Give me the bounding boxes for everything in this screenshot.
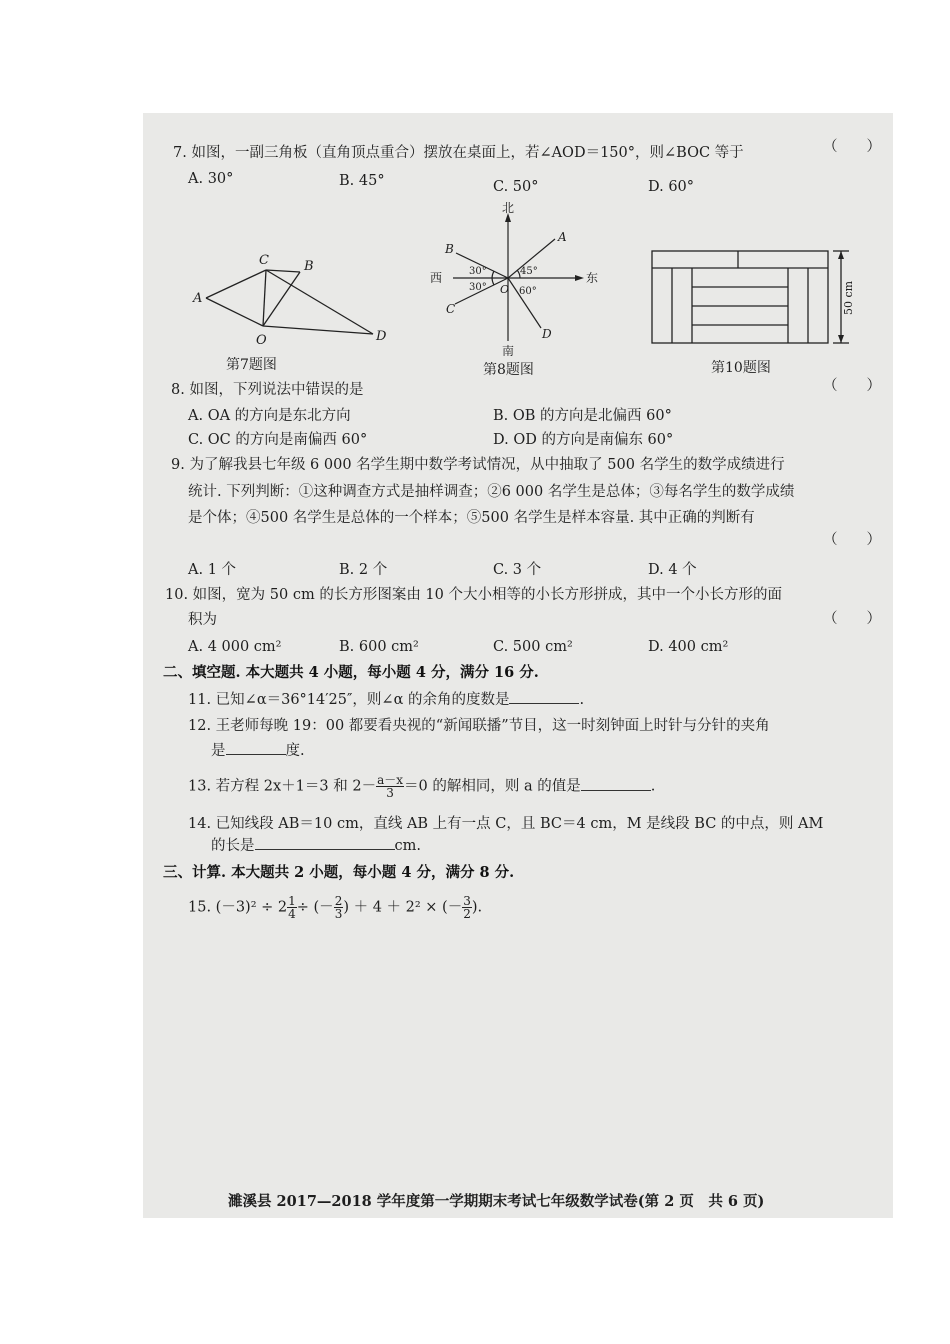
q15-f1-den: 3	[334, 907, 343, 921]
q15-mid2: ) ＋ 4 ＋ 2² × (－	[343, 899, 463, 916]
q7-option-b: B. 45°	[339, 173, 385, 189]
q11-end: .	[579, 692, 585, 708]
q7-answer-paren: （ ）	[823, 139, 881, 155]
q7-option-a: A. 30°	[188, 171, 234, 187]
q11-text: 11. 已知∠α＝36°14′25″，则∠α 的余角的度数是	[188, 692, 510, 708]
east-label: 东	[586, 271, 598, 285]
q8-figure-caption: 第8题图	[483, 362, 534, 378]
q15-mixed-fraction	[287, 895, 297, 920]
south-label: 南	[502, 344, 515, 356]
q10-option-c: C. 500 cm²	[493, 639, 573, 655]
q10-option-a: A. 4 000 cm²	[188, 639, 282, 655]
q10-figure	[648, 245, 863, 355]
q13-end: .	[650, 778, 656, 795]
q7-label-c: C	[259, 253, 269, 268]
q8-figure	[428, 201, 598, 356]
q9-answer-paren: （ ）	[823, 532, 881, 548]
q15-mid1: ÷ (－	[296, 899, 334, 916]
q7-stem: 7. 如图，一副三角板（直角顶点重合）摆放在桌面上，若∠AOD＝150°，则∠BOC 等于	[173, 145, 744, 161]
north-label: 北	[502, 201, 515, 215]
q15-f2-num: 3	[463, 894, 471, 908]
q15-mixed-num: 1	[288, 894, 296, 908]
q8-stem: 8. 如图，下列说法中错误的是	[171, 382, 364, 398]
q12-line2	[211, 740, 305, 761]
q7-label-d: D	[376, 329, 387, 344]
q8-option-c: C. OC 的方向是南偏西 60°	[188, 432, 368, 448]
q12-blank[interactable]	[226, 740, 286, 755]
q7-label-a: A	[193, 291, 203, 306]
west-label: 西	[430, 271, 443, 285]
page-footer: 濉溪县 2017—2018 学年度第一学期期末考试七年级数学试卷(第 2 页 共 6 页)	[228, 1193, 765, 1210]
q15-pre: 15. (－3)² ÷ 2	[188, 899, 288, 916]
q10-option-d: D. 400 cm²	[648, 639, 729, 655]
q15-f2-den: 2	[463, 907, 471, 921]
q15-f1-num: 2	[334, 894, 343, 908]
q10-line2: 积为	[188, 612, 217, 628]
exam-page	[143, 113, 893, 1218]
q13-blank[interactable]	[581, 776, 651, 791]
q9-option-d: D. 4 个	[648, 562, 697, 578]
q15-mixed-den: 4	[288, 907, 296, 921]
q7-label-b: B	[304, 259, 314, 274]
q13-frac-num: a－x	[377, 773, 404, 787]
q11-blank[interactable]	[509, 689, 579, 704]
q13-fraction	[376, 774, 404, 799]
q8-label-b: B	[445, 242, 454, 256]
q13-post: ＝0 的解相同，则 a 的值是	[404, 778, 581, 795]
angle-sw: 30°	[469, 282, 487, 293]
q13-frac-den: 3	[386, 786, 394, 800]
q8-label-d: D	[542, 327, 552, 341]
angle-ne: 45°	[520, 266, 538, 277]
q15-fraction-2	[462, 895, 472, 920]
q12-line2-start: 是	[211, 743, 226, 759]
q15-end: ).	[471, 899, 483, 916]
q8-label-a: A	[558, 230, 567, 244]
q15	[188, 895, 482, 920]
q9-option-a: A. 1 个	[188, 562, 237, 578]
q10-option-b: B. 600 cm²	[339, 639, 419, 655]
width-label: 50 cm	[842, 280, 855, 315]
q9-option-b: B. 2 个	[339, 562, 388, 578]
q7-figure-caption: 第7题图	[226, 357, 277, 373]
q8-label-o: O	[500, 283, 510, 296]
q11	[188, 689, 584, 710]
q7-figure	[188, 248, 398, 353]
q8-label-c: C	[446, 302, 456, 316]
q14-line2	[211, 835, 421, 856]
q10-line1: 10. 如图，宽为 50 cm 的长方形图案由 10 个大小相等的小长方形拼成，其中一个小长方形的面	[165, 587, 782, 603]
q13-pre: 13. 若方程 2x＋1＝3 和 2－	[188, 778, 377, 795]
q12-line1: 12. 王老师每晚 19：00 都要看央视的“新闻联播”节目，这一时刻钟面上时针与分针的夹角	[188, 718, 770, 734]
angle-nw: 30°	[469, 266, 487, 277]
section3-heading: 三、计算. 本大题共 2 小题，每小题 4 分，满分 8 分.	[163, 864, 515, 881]
q8-option-b: B. OB 的方向是北偏西 60°	[493, 408, 672, 424]
q7-label-o: O	[256, 333, 267, 348]
q8-option-d: D. OD 的方向是南偏东 60°	[493, 432, 674, 448]
q14-line2-start: 的长是	[211, 838, 255, 854]
q8-option-a: A. OA 的方向是东北方向	[188, 408, 351, 424]
q14-blank[interactable]	[255, 835, 395, 850]
q8-answer-paren: （ ）	[823, 378, 881, 394]
q7-option-c: C. 50°	[493, 179, 539, 195]
q15-fraction-1	[334, 895, 344, 920]
q9-line2: 统计. 下列判断：①这种调查方式是抽样调查；②6 000 名学生是总体；③每名学生的数学成绩	[188, 484, 795, 500]
angle-se: 60°	[519, 286, 537, 297]
q9-line1: 9. 为了解我县七年级 6 000 名学生期中数学考试情况，从中抽取了 500 名学生的数学成绩进行	[171, 457, 785, 473]
q10-figure-caption: 第10题图	[711, 360, 771, 376]
q14-line2-end: cm.	[394, 838, 421, 854]
q12-line2-end: 度.	[285, 743, 305, 759]
q14-line1: 14. 已知线段 AB＝10 cm，直线 AB 上有一点 C，且 BC＝4 cm，M 是线段 BC 的中点，则 AM	[188, 816, 824, 832]
q7-option-d: D. 60°	[648, 179, 695, 195]
q13	[188, 774, 655, 799]
q9-option-c: C. 3 个	[493, 562, 542, 578]
q9-line3: 是个体；④500 名学生是总体的一个样本；⑤500 名学生是样本容量. 其中正确的判断有	[188, 510, 755, 526]
section2-heading: 二、填空题. 本大题共 4 小题，每小题 4 分，满分 16 分.	[163, 664, 539, 681]
q10-answer-paren: （ ）	[823, 611, 881, 627]
